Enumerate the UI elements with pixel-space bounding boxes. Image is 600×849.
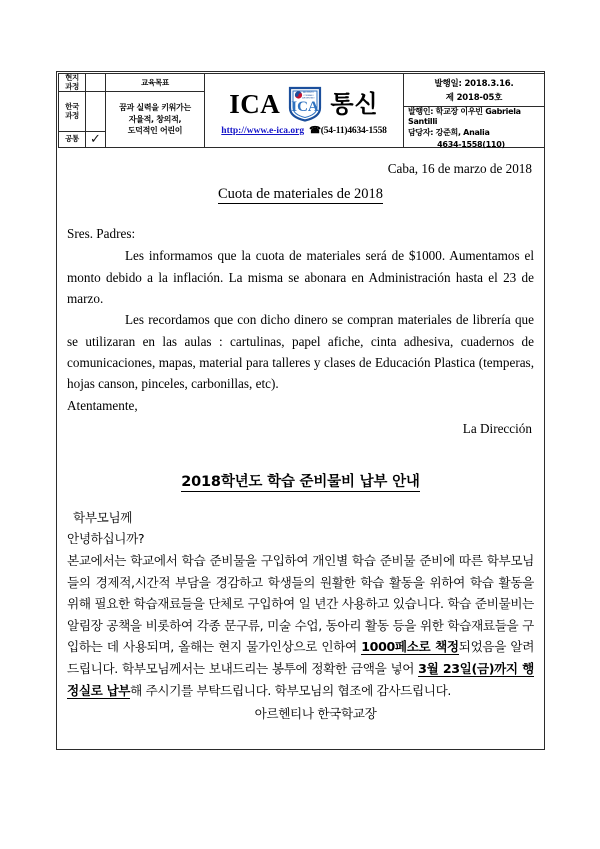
spanish-salutation: Sres. Padres:	[67, 225, 136, 241]
course-check-korea[interactable]	[86, 92, 106, 132]
spanish-paragraph-1: Les informamos que la cuota de materiales será de $1000. Aumentamos el monto debido a la inflación. La misma se abonara en Administración hasta el 23 de marzo.	[67, 248, 534, 306]
korean-underline-amount: 1000페소로 책정	[361, 639, 459, 655]
korean-body-part-2: 되었음을 알려드립니다. 학부모님께서는 보내드리는 봉투에 정확한 금액을 넣어	[67, 639, 535, 677]
spanish-closing: Atentamente,	[67, 397, 138, 413]
korean-salutation: 학부모님께	[73, 509, 133, 525]
logo-cell	[205, 74, 404, 148]
publisher-text: 발행인: 학교장 이우빈 Gabriela Santilli	[408, 106, 521, 126]
logo-contact-row	[205, 125, 403, 138]
spanish-title-text: Cuota de materiales de 2018	[217, 186, 384, 203]
korean-title	[67, 470, 534, 495]
editor-text: 담당자: 강준희, Analia	[408, 128, 490, 137]
svg-text:INSTITUTO: INSTITUTO	[303, 92, 315, 95]
course-label-common: 공통	[59, 132, 86, 148]
spanish-date-line: Caba, 16 de marzo de 2018	[387, 161, 532, 176]
education-goal-heading: 교육목표	[106, 74, 205, 92]
issue-info-cell	[404, 74, 545, 148]
tongsin-wordmark: 통신	[330, 90, 379, 118]
logo-row	[205, 83, 403, 125]
education-goal-body	[106, 92, 205, 148]
korean-signature: 아르헨티나 한국학교장	[254, 706, 377, 722]
issue-info-bottom	[404, 107, 544, 147]
contact-tel-text: 4634-1558(110)	[437, 139, 505, 149]
masthead-table	[58, 73, 545, 148]
document-page-frame	[56, 71, 545, 750]
svg-text:ARGENTINO: ARGENTINO	[302, 97, 316, 100]
svg-text:COREANO: COREANO	[303, 94, 315, 97]
issue-info-top	[404, 74, 544, 107]
ica-wordmark: ICA	[229, 88, 281, 119]
website-link[interactable]: http://www.e-ica.org	[221, 126, 305, 136]
course-label-korea: 한국 과정	[59, 92, 86, 132]
course-check-local[interactable]	[86, 74, 106, 92]
issue-date: 발행일: 2018.3.16.	[434, 79, 514, 89]
korean-section	[67, 470, 534, 726]
telephone-text: ☎(54-11)4634-1558	[309, 126, 387, 136]
issue-number: 제 2018-05호	[445, 93, 503, 103]
goal-line-1: 꿈과 실력을 키워가는	[119, 103, 191, 113]
spanish-paragraph-2: Les recordamos que con dicho dinero se compran materiales de librería que se utilizaran en las aulas : cartulinas, papel afiche, cinta adhesiva, cuadernos de comunicaciones, mapas, material para talleres y clases de Educación Plastica (temperas, hojas canson, pinceles, carbonillas, etc).	[67, 312, 534, 392]
ica-shield-icon	[288, 86, 322, 122]
goal-line-3: 도덕적인 어린이	[127, 126, 183, 136]
korean-greeting: 안녕하십니까?	[67, 531, 145, 547]
korean-underline-deadline: 3월 23일(금)까지 행정실로 납부	[67, 661, 534, 698]
svg-text:ICA: ICA	[291, 99, 320, 115]
korean-body-part-1: 본교에서는 학교에서 학습 준비물을 구입하여 개인별 학습 준비물 준비에 따른 학부모님들의 경제적,시간적 부담을 경감하고 학생들의 원활한 학습 활동을 위하여 학습 활동을 위해 필요한 학습재료들을 단체로 구입하여 일 년간 사용하고 있습니다. 학습 준비물비는 알림장 공책을 비롯하여 각종 문구류, 미술 수업, 동아리 활동 등을 위한 학습재료들을 구입하는 데 사용되며, 올해는 현지 물가인상으로 인하여	[67, 552, 534, 655]
korean-title-text: 2018학년도 학습 준비물비 납부 안내	[181, 473, 420, 490]
goal-line-2: 자율적, 창의적,	[128, 114, 182, 124]
spanish-signature: La Dirección	[462, 421, 532, 437]
course-check-common[interactable]: ✓	[86, 132, 106, 148]
spanish-title	[67, 183, 534, 206]
document-body	[67, 158, 534, 725]
korean-body-paragraph	[67, 550, 534, 702]
korean-body-part-3: 해 주시기를 부탁드립니다. 학부모님의 협조에 감사드립니다.	[130, 682, 452, 698]
course-label-local: 현지 과정	[59, 74, 86, 92]
